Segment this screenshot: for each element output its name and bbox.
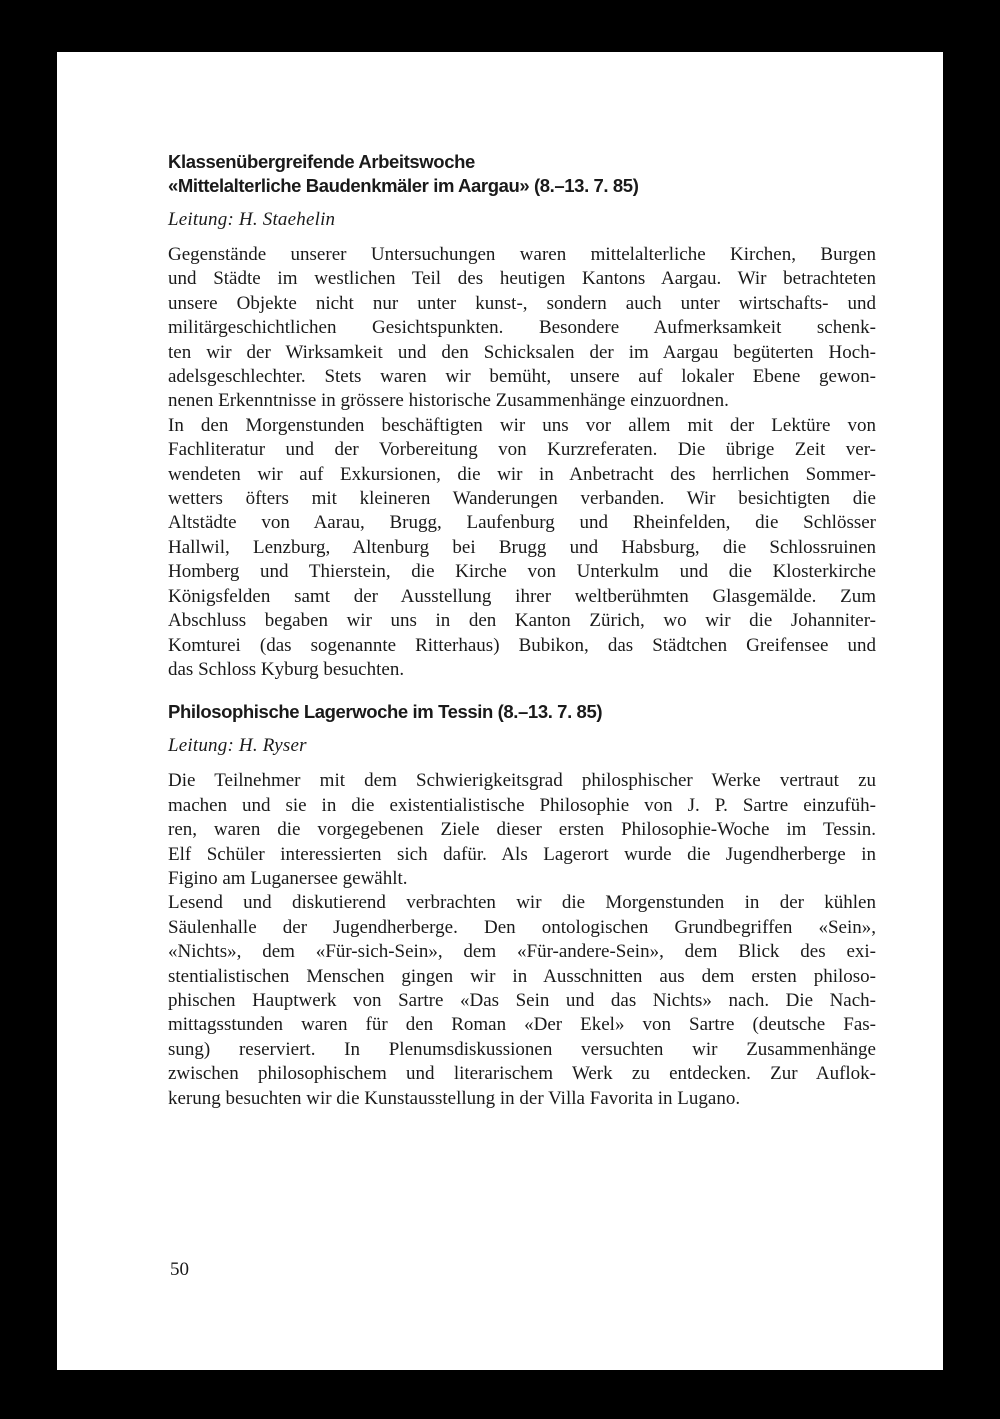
text-line: Homberg und Thierstein, die Kirche von Unterkulm und die Klosterkirche bbox=[168, 561, 876, 583]
section-arbeitswoche bbox=[168, 150, 876, 682]
leitung-label: Leitung: H. Ryser bbox=[168, 735, 307, 757]
text-line: sung) reserviert. In Plenumsdiskussionen versuchten wir Zusammenhänge bbox=[168, 1038, 876, 1060]
text-line: wetters öfters mit kleineren Wanderungen verbanden. Wir besichtigten die bbox=[168, 488, 876, 510]
text-line: militärgeschichtlichen Gesichtspunkten. Besondere Aufmerksamkeit schenk- bbox=[168, 317, 876, 339]
text-line: Die Teilnehmer mit dem Schwierigkeitsgrad philosphischer Werke vertraut zu bbox=[168, 770, 876, 792]
text-line: zwischen philosophischem und literarischem Werk zu entdecken. Zur Auflok- bbox=[168, 1063, 876, 1085]
section-philosophie bbox=[168, 700, 876, 1111]
section-title-line: Klassenübergreifende Arbeitswoche bbox=[168, 151, 475, 172]
text-line: Figino am Luganersee gewählt. bbox=[168, 867, 408, 889]
text-line: Altstädte von Aarau, Brugg, Laufenburg und Rheinfelden, die Schlösser bbox=[168, 512, 876, 534]
text-line: Hallwil, Lenzburg, Altenburg bei Brugg und Habsburg, die Schlossruinen bbox=[168, 536, 876, 558]
text-line: das Schloss Kyburg besuchten. bbox=[168, 658, 405, 680]
document-page bbox=[57, 52, 943, 1370]
text-line: nenen Erkenntnisse in grössere historische Zusammenhänge einzuordnen. bbox=[168, 390, 729, 412]
text-line: Abschluss begaben wir uns in den Kanton Zürich, wo wir die Johanniter- bbox=[168, 610, 876, 632]
section-title bbox=[168, 150, 876, 198]
text-line: wendeten wir auf Exkursionen, die wir in Anbetracht des herrlichen Sommer- bbox=[168, 463, 876, 485]
text-line: Fachliteratur und der Vorbereitung von Kurzreferaten. Die übrige Zeit ver- bbox=[168, 439, 876, 461]
text-line: Königsfelden samt der Ausstellung ihrer weltberühmten Glasgemälde. Zum bbox=[168, 585, 876, 607]
section-title-line: «Mittelalterliche Baudenkmäler im Aargau» (8.–13. 7. 85) bbox=[168, 175, 639, 196]
text-line: stentialistischen Menschen gingen wir in Ausschnitten aus dem ersten philoso- bbox=[168, 965, 876, 987]
text-line: ten wir der Wirksamkeit und den Schicksalen der im Aargau begüterten Hoch- bbox=[168, 341, 876, 363]
body-text bbox=[168, 243, 876, 682]
page-content bbox=[168, 150, 876, 1111]
body-text bbox=[168, 769, 876, 1111]
text-line: phischen Hauptwerk von Sartre «Das Sein und das Nichts» nach. Die Nach- bbox=[168, 989, 876, 1011]
text-line: adelsgeschlechter. Stets waren wir bemüht, unsere auf lokaler Ebene gewon- bbox=[168, 366, 876, 388]
section-title-line: Philosophische Lagerwoche im Tessin (8.–13. 7. 85) bbox=[168, 701, 603, 723]
text-line: und Städte im westlichen Teil des heutigen Kantons Aargau. Wir betrachteten bbox=[168, 268, 876, 290]
page-number: 50 bbox=[170, 1259, 189, 1280]
text-line: ren, waren die vorgegebenen Ziele dieser ersten Philosophie-Woche im Tessin. bbox=[168, 819, 876, 841]
text-line: Gegenstände unserer Untersuchungen waren mittelalterliche Kirchen, Burgen bbox=[168, 244, 876, 265]
text-line: Elf Schüler interessierten sich dafür. Als Lagerort wurde die Jugendherberge in bbox=[168, 843, 876, 865]
text-line: machen und sie in die existentialistische Philosophie von J. P. Sartre einzufüh- bbox=[168, 794, 876, 816]
text-line: Säulenhalle der Jugendherberge. Den ontologischen Grundbegriffen «Sein», bbox=[168, 916, 876, 938]
text-line: unsere Objekte nicht nur unter kunst-, sondern auch unter wirtschafts- und bbox=[168, 292, 876, 314]
leitung-label: Leitung: H. Staehelin bbox=[168, 209, 336, 230]
text-line: kerung besuchten wir die Kunstausstellung in der Villa Favorita in Lugano. bbox=[168, 1087, 741, 1109]
text-line: «Nichts», dem «Für-sich-Sein», dem «Für-andere-Sein», dem Blick des exi- bbox=[168, 941, 876, 963]
section-title bbox=[168, 700, 876, 724]
text-line: Komturei (das sogenannte Ritterhaus) Bubikon, das Städtchen Greifensee und bbox=[168, 634, 876, 656]
text-line: Lesend und diskutierend verbrachten wir die Morgenstunden in der kühlen bbox=[168, 892, 876, 914]
text-line: mittagsstunden waren für den Roman «Der Ekel» von Sartre (deutsche Fas- bbox=[168, 1014, 876, 1036]
text-line: In den Morgenstunden beschäftigten wir uns vor allem mit der Lektüre von bbox=[168, 414, 876, 436]
